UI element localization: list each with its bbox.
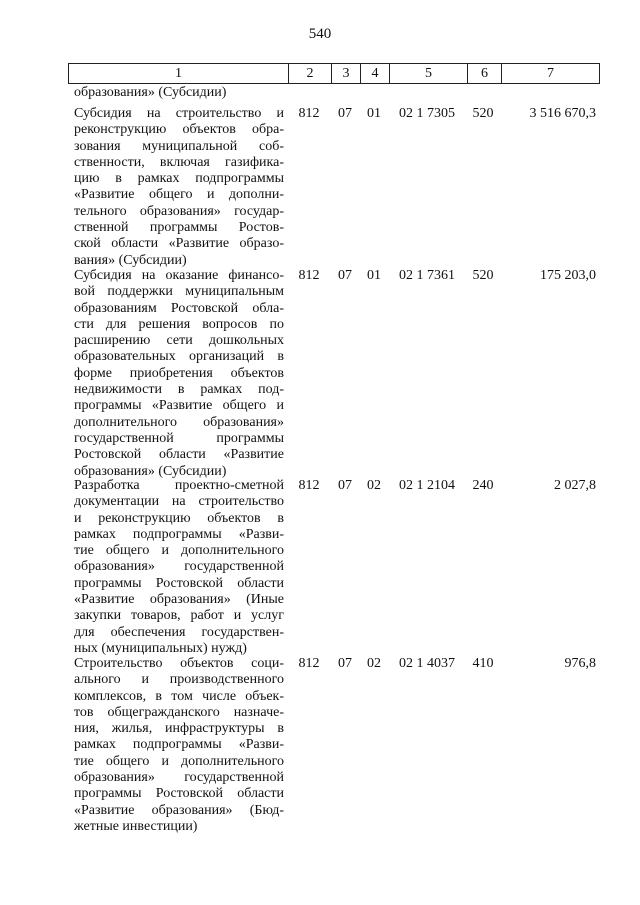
description-line: вания» (Субсидии) xyxy=(74,252,187,268)
description-line: и реконструкцию объектов в xyxy=(74,510,284,526)
description-line: ской области «Развитие образо- xyxy=(74,236,284,252)
subsection-code: 01 xyxy=(367,106,381,121)
header-col-1: 1 xyxy=(175,66,182,81)
description-line: закупки товаров, работ и услуг xyxy=(74,608,284,624)
description-line: Разработка проектно-сметной xyxy=(74,478,284,493)
description-line: цию в рамках подпрограммы xyxy=(74,171,284,187)
description-line: «Развитие образования» (Иные xyxy=(74,592,284,608)
expense-type-code: 520 xyxy=(472,106,494,121)
header-col-5: 5 xyxy=(389,64,467,83)
admin-code: 812 xyxy=(298,656,320,671)
description-line: Строительство объектов соци- xyxy=(74,656,284,671)
description-line: программы «Развитие общего и xyxy=(74,398,284,414)
target-item-code: 02 1 2104 xyxy=(399,478,455,493)
header-col-2: 2 xyxy=(288,64,331,83)
description-line: образования» государственной xyxy=(74,770,284,786)
description-line: вой поддержки муниципальным xyxy=(74,284,284,300)
row-description xyxy=(74,268,284,480)
description-line: ственности, включая газифика- xyxy=(74,154,284,170)
description-line: ния, жилья, инфраструктуры в xyxy=(74,721,284,737)
table-header xyxy=(68,63,600,84)
subsection-code: 01 xyxy=(367,268,381,283)
description-line: зования муниципальной соб- xyxy=(74,138,284,154)
description-line: Субсидия на строительство и xyxy=(74,106,284,121)
description-line: комплексов, в том числе объек- xyxy=(74,688,284,704)
admin-code: 812 xyxy=(298,106,320,121)
amount-value: 2 027,8 xyxy=(554,478,596,493)
target-item-code: 02 1 7305 xyxy=(399,106,455,121)
section-code: 07 xyxy=(338,478,352,493)
description-line: программы Ростовской области xyxy=(74,786,284,802)
row-description xyxy=(74,478,284,657)
description-line: форме приобретения объектов xyxy=(74,365,284,381)
description-line: тов общегражданского назначе- xyxy=(74,704,284,720)
description-line: тельного образования» государ- xyxy=(74,203,284,219)
amount-value: 175 203,0 xyxy=(540,268,596,283)
admin-code: 812 xyxy=(298,478,320,493)
description-line: рамках подпрограммы «Разви- xyxy=(74,737,284,753)
description-line: государственной программы xyxy=(74,430,284,446)
row-description xyxy=(74,106,284,269)
description-line: реконструкцию объектов обра- xyxy=(74,122,284,138)
description-line: «Развитие образования» (Бюд- xyxy=(74,802,284,818)
description-line: ального и производственного xyxy=(74,672,284,688)
subsection-code: 02 xyxy=(367,478,381,493)
description-line: образования» государственной xyxy=(74,559,284,575)
header-col-7: 7 xyxy=(501,64,599,83)
header-col-6: 6 xyxy=(467,64,501,83)
description-line: ственной программы Ростов- xyxy=(74,220,284,236)
expense-type-code: 520 xyxy=(472,268,494,283)
description-line: рамках подпрограммы «Разви- xyxy=(74,526,284,542)
description-line: Субсидия на оказание финансо- xyxy=(74,268,284,283)
description-line: «Развитие общего и дополни- xyxy=(74,187,284,203)
header-col-3: 3 xyxy=(331,64,360,83)
description-line: образовательных организаций в xyxy=(74,349,284,365)
description-line: тие общего и дополнительного xyxy=(74,543,284,559)
admin-code: 812 xyxy=(298,268,320,283)
description-line: Ростовской области «Развитие xyxy=(74,447,284,463)
section-code: 07 xyxy=(338,656,352,671)
section-code: 07 xyxy=(338,106,352,121)
row-description xyxy=(74,656,284,835)
section-code: 07 xyxy=(338,268,352,283)
expense-type-code: 410 xyxy=(472,656,494,671)
target-item-code: 02 1 4037 xyxy=(399,656,455,671)
continuation-text xyxy=(74,85,284,101)
description-line: сти для решения вопросов по xyxy=(74,316,284,332)
description-line: ных (муниципальных) нужд) xyxy=(74,640,247,656)
subsection-code: 02 xyxy=(367,656,381,671)
header-col-4: 4 xyxy=(360,64,389,83)
continuation-line: образования» (Субсидии) xyxy=(74,85,227,100)
target-item-code: 02 1 7361 xyxy=(399,268,455,283)
description-line: дополнительного образования» xyxy=(74,414,284,430)
description-line: документации на строительство xyxy=(74,494,284,510)
description-line: недвижимости в рамках под- xyxy=(74,382,284,398)
description-line: образованиям Ростовской обла- xyxy=(74,300,284,316)
expense-type-code: 240 xyxy=(472,478,494,493)
amount-value: 976,8 xyxy=(564,656,596,671)
amount-value: 3 516 670,3 xyxy=(529,106,596,121)
page-number: 540 xyxy=(308,26,332,42)
description-line: жетные инвестиции) xyxy=(74,818,198,834)
description-line: программы Ростовской области xyxy=(74,575,284,591)
description-line: тие общего и дополнительного xyxy=(74,753,284,769)
description-line: расширению сети дошкольных xyxy=(74,333,284,349)
description-line: образования» (Субсидии) xyxy=(74,463,227,479)
description-line: для обеспечения государствен- xyxy=(74,624,284,640)
